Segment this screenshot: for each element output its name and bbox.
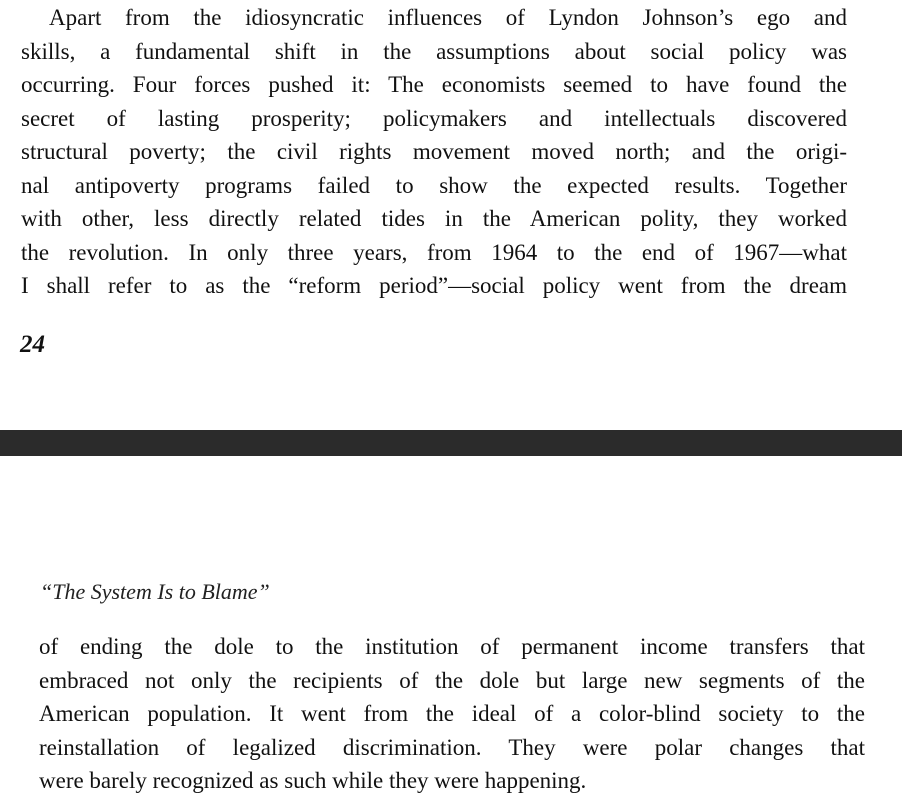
text-line: secret of lasting prosperity; policymakers and intellectuals discovered <box>21 105 847 131</box>
bottom-paragraph <box>39 630 865 798</box>
text-line: reinstallation of legalized discrimination. They were polar changes that <box>39 734 865 760</box>
text-line: embraced not only the recipients of the dole but large new segments of the <box>39 667 865 693</box>
top-paragraph <box>21 1 847 303</box>
text-line: of ending the dole to the institution of permanent income transfers that <box>39 634 865 659</box>
page-divider <box>0 430 902 456</box>
page-number: 24 <box>20 331 45 358</box>
text-line: American population. It went from the ideal of a color-blind society to the <box>39 701 865 726</box>
text-line: occurring. Four forces pushed it: The economists seemed to have found the <box>21 72 847 97</box>
text-line: skills, a fundamental shift in the assumptions about social policy was <box>21 38 847 64</box>
text-line: the revolution. In only three years, from 1964 to the end of 1967—what <box>21 239 847 265</box>
text-line: structural poverty; the civil rights movement moved north; and the origi- <box>21 139 847 164</box>
running-head: “The System Is to Blame” <box>40 579 270 604</box>
text-line: with other, less directly related tides in the American polity, they worked <box>21 206 847 231</box>
text-line: nal antipoverty programs failed to show the expected results. Together <box>21 172 847 198</box>
text-line: Apart from the idiosyncratic influences of Lyndon Johnson’s ego and <box>49 5 847 30</box>
text-line: were barely recognized as such while they were happening. <box>39 768 587 793</box>
text-line: I shall refer to as the “reform period”—social policy went from the dream <box>21 273 847 298</box>
